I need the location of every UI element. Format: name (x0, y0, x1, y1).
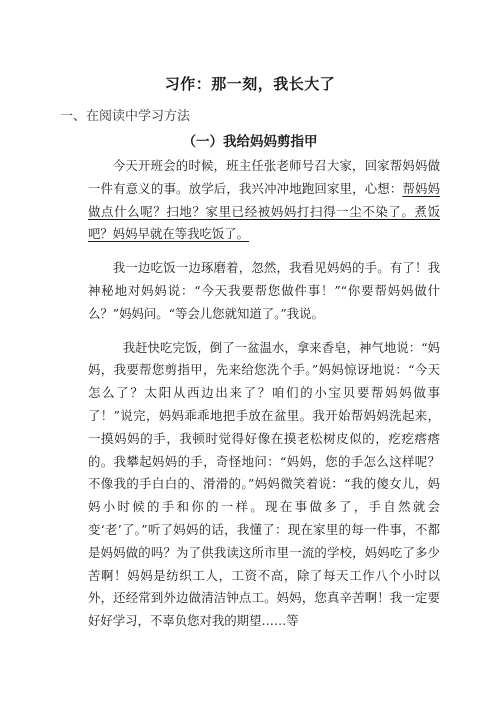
paragraph (88, 257, 440, 325)
paragraph (88, 155, 440, 246)
underlined-text: 帮妈妈做点什么呢？扫地？家里已经被妈妈打扫得一尘不染了。煮饭吧？妈妈早就在等我吃饭了。 (88, 180, 440, 242)
sub-heading: （一）我给妈妈剪指甲 (182, 134, 318, 150)
paragraph-text: 今天开班会的时候，班主任张老师号召大家，回家帮妈妈做一件有意义的事。放学后，我兴冲冲地跑回家里，心想： (88, 158, 440, 196)
paragraph-text: 我一边吃饭一边琢磨着，忽然，我看见妈妈的手。有了！我神秘地对妈妈说：“今天我要帮您做件事！”“你要帮妈妈做什么？”妈妈问。“等会儿您就知道了。”我说。 (88, 260, 440, 321)
paragraph-text: 我赶快吃完饭，倒了一盆温水，拿来香皂，神气地说：“妈妈，我要帮您剪指甲，先来给您洗个手。”妈妈惊讶地说：“今天怎么了？太阳从西边出来了？咱们的小宝贝要帮妈妈做事了！”说完，妈妈乖乖地把手放在盆里。我开始帮妈妈洗起来，一摸妈妈的手，我顿时觉得好像在摸老松树皮似的，疙疙瘩瘩的。我攀起妈妈的手，奇怪地问：“妈妈，您的手怎么这样呢？不像我的手白白的、滑滑的。”妈妈微笑着说：“我的傻女儿，妈妈小时候的手和你的一样。现在事做多了，手自然就会变‘老’了。”听了妈妈的话，我懂了：现在家里的每一件事，不都是妈妈做的吗？为了供我读这所市里一流的学校，妈妈吃了多少苦啊！妈妈是纺织工人，工资不高，除了每天工作八个小时以外，还经常到外边做清洁钟点工。妈妈，您真辛苦啊！我一定要好好学习，不辜负您对我的期望……等 (88, 339, 440, 629)
essay-body (88, 155, 440, 633)
paragraph (88, 337, 440, 633)
section-heading: 一、在阅读中学习方法 (60, 109, 191, 124)
document-title: 习作：那一刻，我长大了 (164, 75, 336, 93)
